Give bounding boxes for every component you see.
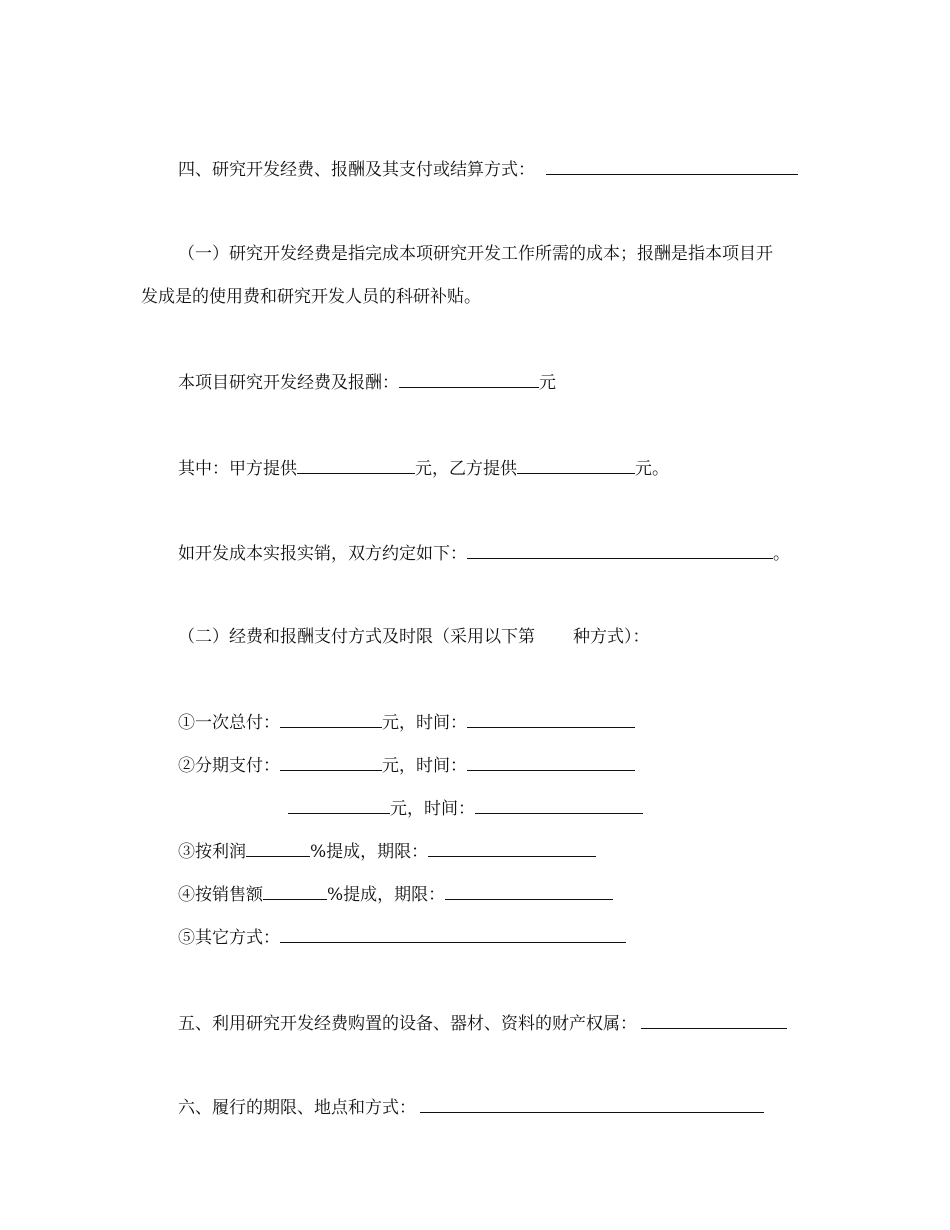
option-4-percent-blank [263, 882, 327, 900]
option-3-term-blank [428, 839, 596, 857]
fee-split-line: 其中：甲方提供 元，乙方提供 元。 [178, 456, 669, 480]
payment-method-blank [546, 157, 798, 175]
section-4-1-para-line-2: 发成是的使用费和研究开发人员的科研补贴。 [141, 287, 481, 307]
reimbursement-blank [467, 541, 773, 559]
option-2-time-blank [467, 753, 635, 771]
option-1-time-blank [467, 710, 635, 728]
total-fee-line [178, 370, 556, 394]
reimbursement-line: 如开发成本实报实销，双方约定如下： 。 [178, 541, 790, 565]
performance-terms-blank [420, 1095, 764, 1113]
option-3-line: ③按利润 %提成，期限： [178, 839, 596, 863]
option-2-line: ②分期支付： 元，时间： [178, 753, 635, 777]
option-2-amount-blank-2 [288, 796, 390, 814]
option-5-line: ⑤其它方式： [178, 925, 626, 949]
section-6-heading: 六、履行的期限、地点和方式： [178, 1098, 416, 1118]
section-4-heading: 四、研究开发经费、报酬及其支付或结算方式： [178, 160, 535, 180]
section-4-heading-line [178, 157, 798, 181]
option-4-line: ④按销售额 %提成，期限： [178, 882, 613, 906]
party-a-amount-blank [297, 456, 415, 474]
section-5-heading: 五、利用研究开发经费购置的设备、器材、资料的财产权属： [178, 1014, 637, 1034]
section-5-line [178, 1011, 787, 1035]
total-fee-label: 本项目研究开发经费及报酬： [178, 373, 399, 393]
section-4-2-heading: （二）经费和报酬支付方式及时限（采用以下第 种方式）： [178, 627, 650, 647]
section-4-1-para-line-1: （一）研究开发经费是指完成本项研究开发工作所需的成本；报酬是指本项目开 [178, 244, 773, 264]
option-5-blank [280, 925, 626, 943]
option-1-amount-blank [280, 710, 382, 728]
option-2-amount-blank [280, 753, 382, 771]
option-4-term-blank [445, 882, 613, 900]
option-2-line-2: 元，时间： [288, 796, 643, 820]
option-3-percent-blank [246, 839, 310, 857]
option-1-line: ①一次总付： 元，时间： [178, 710, 635, 734]
property-ownership-blank [641, 1011, 787, 1029]
section-6-line [178, 1095, 764, 1119]
total-fee-unit: 元 [539, 373, 556, 393]
party-b-amount-blank [517, 456, 635, 474]
option-2-time-blank-2 [475, 796, 643, 814]
total-fee-blank [399, 370, 539, 388]
